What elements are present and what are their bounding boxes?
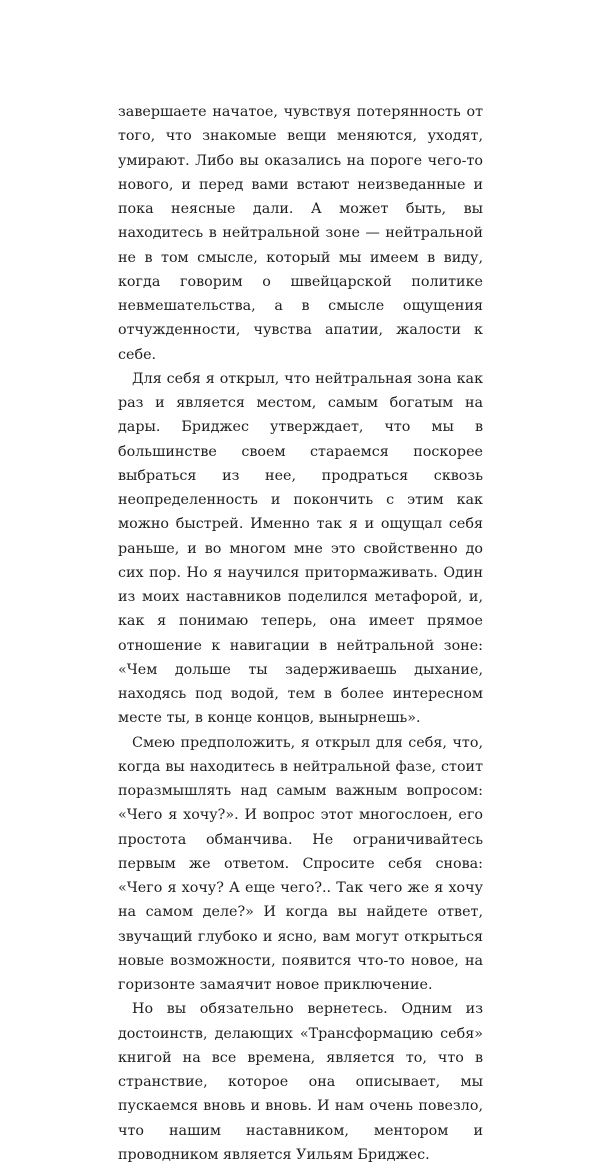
paragraph-4: Но вы обязательно вернетесь. Одним из достоинств, делающих «Трансформацию себя» книгой на все времена, является то, что в странствие, которое она описывает, мы пускаемся вновь и вновь. И нам очень повезло, что нашим наставником, ментором и проводником является Уильям Бриджес. xyxy=(118,1001,483,1163)
paragraph-2: Для себя я открыл, что нейтральная зона как раз и является местом, самым богатым на дары. Бриджес утверждает, что мы в большинстве своем стараемся поскорее выбраться из нее, продраться сквозь неопределенность и покончить с этим как можно быстрей. Именно так я и ощущал себя раньше, и во многом мне это свойственно до сих пор. Но я научился притормаживать. Один из моих наставников поделился метафорой, и, как я понимаю теперь, она имеет прямое отношение к навигации в нейтральной зоне: «Чем дольше ты задерживаешь дыхание, находясь под водой, тем в более интересном месте ты, в конце концов, вынырнешь». xyxy=(118,370,483,727)
paragraph-1: завершаете начатое, чувствуя потерянность от того, что знакомые вещи меняются, уходят, умирают. Либо вы оказались на пороге чего-то нового, и перед вами встают неизведанные и пока неясные дали. А может быть, вы находитесь в нейтральной зоне — нейтральной не в том смысле, который мы имеем в виду, когда говорим о швейцарской политике невмешательства, а в смысле ощущения отчужденности, чувства апатии, жалости к себе. xyxy=(118,104,483,363)
paragraph-3: Смею предположить, я открыл для себя, что, когда вы находитесь в нейтральной фазе, стоит поразмышлять над самым важным вопросом: «Чего я хочу?». И вопрос этот многослоен, его простота обманчива. Не ограничивайтесь первым же ответом. Спросите себя снова: «Чего я хочу? А еще чего?.. Так чего же я хочу на самом деле?» И когда вы найдете ответ, звучащий глубоко и ясно, вам могут открыться новые возможности, появится что-то новое, на горизонте замаячит новое приключение. xyxy=(118,734,483,993)
body-text xyxy=(118,100,483,1167)
